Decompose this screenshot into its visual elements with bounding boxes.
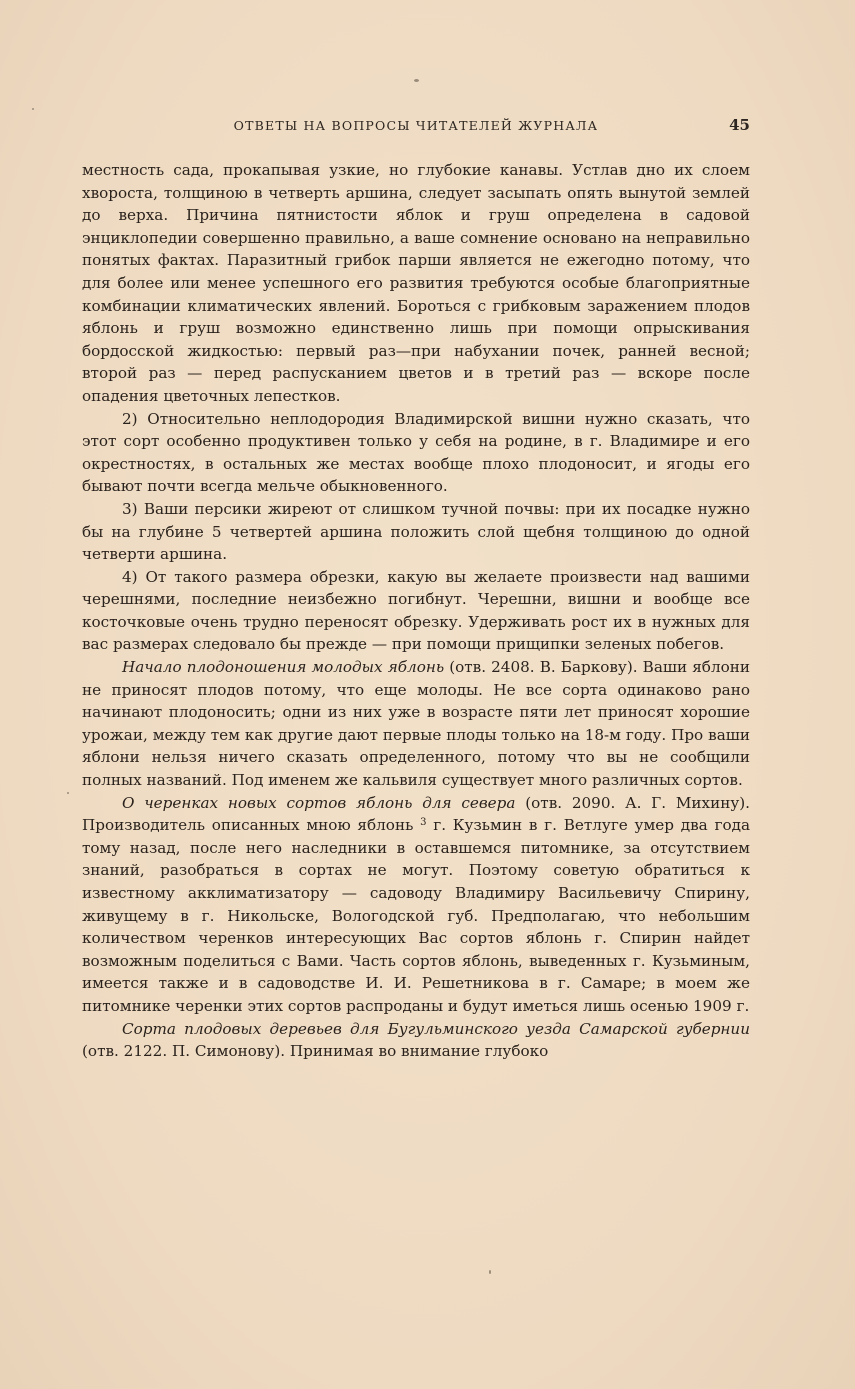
- body-text: [82, 159, 750, 1063]
- paragraph-text: 3) Ваши персики жиреют от слишком тучной почвы: при их посадке нужно бы на глубине 5 четвертей аршина положить слой щебня толщиною до одной четверти аршина.: [82, 499, 750, 564]
- paragraph-text: (отв. 2122. П. Симонову). Принимая во внимание глубоко: [82, 1042, 549, 1061]
- paragraph-persiki: [82, 498, 750, 566]
- paragraph-text: (отв. 2090. А. Г. Михину). Производитель описанных мною яблонь: [82, 793, 751, 835]
- page-header: [82, 118, 750, 140]
- paper-speck: [489, 1270, 491, 1274]
- paragraph-text: 4) От такого размера обрезки, какую вы желаете произвести над вашими черешнями, последние неизбежно погибнут. Черешни, вишни и вообще все косточковые очень трудно переносят обрезку. Удерживать рост их в нужных для вас размерах следовало бы прежде — при помощи прищипки зеленых побегов.: [82, 567, 750, 654]
- paragraph-answer-2090: [82, 792, 750, 1018]
- paragraph-vishnya: [82, 408, 750, 498]
- paragraph-text: г. Кузьмин в г. Ветлуге умер два года тому назад, после него наследники в оставшемся питомнике, за отсутствием знаний, разобраться в сортах не могут. Поэтому советую обратиться к известному акклиматизатору — садоводу Владимиру Васильевичу Спирину, живущему в г. Никольске, Вологодской губ. Предполагаю, что небольшим количеством черенков интересующих Вас сортов яблонь г. Спирин найдет возможным поделиться с Вами. Часть сортов яблонь, выведенных г. Кузьминым, имеется также и в садоводстве И. И. Решетникова в г. Самаре; в моем же питомнике черенки этих сортов распроданы и будут иметься лишь осенью 1909 г.: [82, 816, 751, 1015]
- paragraph-text: 2) Относительно неплодородия Владимирской вишни нужно сказать, что этот сорт особенно продуктивен только у себя на родине, в г. Владимире и его окрестностях, в остальных же местах вообще плохо плодоносит, и ягоды его бывают почти всегда мельче обыкновенного.: [82, 409, 750, 496]
- paper-speck: [414, 79, 419, 82]
- paragraph-answer-2122: [82, 1018, 750, 1063]
- section-heading: О черенках новых сортов яблонь для севера: [122, 793, 516, 812]
- section-heading: Сорта плодовых деревьев для Бугульминского уезда Самарской губернии: [122, 1019, 750, 1038]
- section-heading: Начало плодоношения молодых яблонь: [122, 658, 445, 677]
- paragraph-chereshni: [82, 566, 750, 656]
- paper-speck: [67, 792, 69, 794]
- page-number: 45: [729, 116, 750, 134]
- paragraph-answer-2408: [82, 656, 750, 792]
- paper-speck: [32, 108, 34, 110]
- footnote-marker[interactable]: 3: [420, 817, 427, 829]
- paragraph-text: (отв. 2408. В. Баркову). Ваши яблони не приносят плодов потому, что еще молоды. Не все сорта одинаково рано начинают плодоносить; одни из них уже в возрасте пяти лет приносят хорошие урожаи, между тем как другие дают первые плоды только на 18-м году. Про ваши яблони нельзя ничего сказать определенного, потому что вы не сообщили полных названий. Под именем же кальвиля существует много различных сортов.: [82, 658, 750, 790]
- paragraph-continuation: [82, 159, 750, 408]
- running-title: ОТВЕТЫ НА ВОПРОСЫ ЧИТАТЕЛЕЙ ЖУРНАЛА: [233, 118, 599, 133]
- paragraph-text: местность сада, прокапывая узкие, но глубокие канавы. Устлав дно их слоем хвороста, толщиною в четверть аршина, следует засыпать опять вынутой землей до верха. Причина пятнистости яблок и груш определена в садовой энциклопедии совершенно правильно, а ваше сомнение основано на неправильно понятых фактах. Паразитный грибок парши является не ежегодно потому, что для более или менее успешного его развития требуются особые благоприятные комбинации климатических явлений. Бороться с грибковым заражением плодов яблонь и груш возможно единственно лишь при помощи опрыскивания бордосской жидкостью: первый раз—при набухании почек, ранней весной; второй раз — перед распусканием цветов и в третий раз — вскоре после опадения цветочных лепестков.: [82, 161, 750, 405]
